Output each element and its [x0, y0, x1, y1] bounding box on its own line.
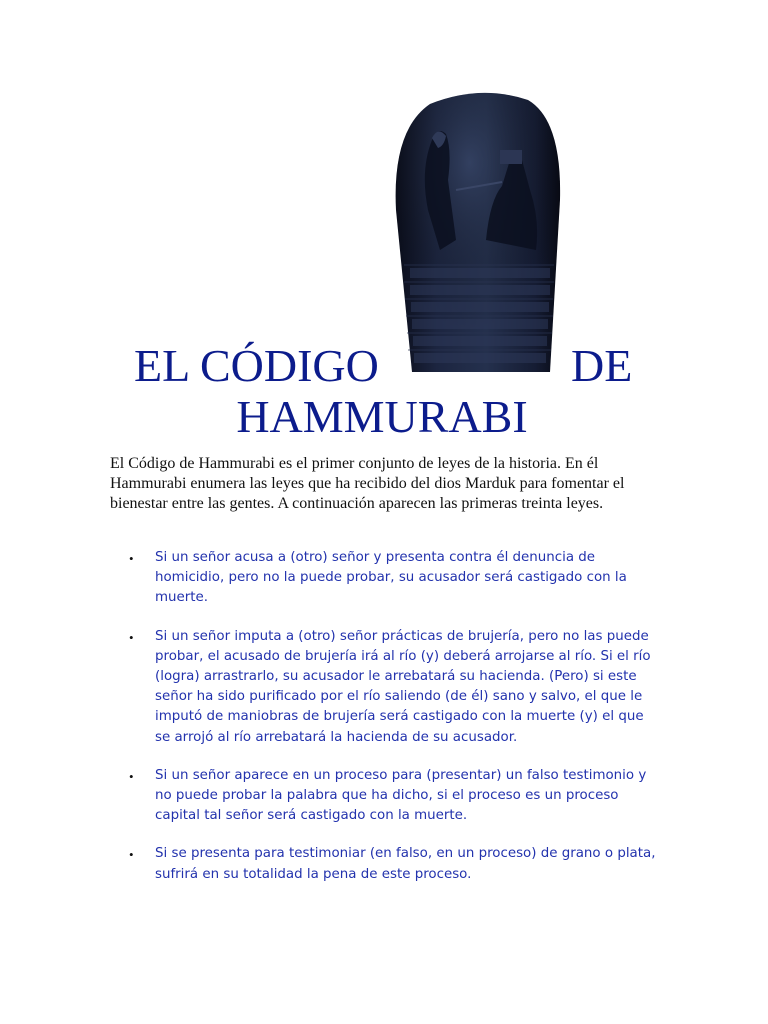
- stele-of-hammurabi-icon: [390, 90, 568, 372]
- law-text: Si un señor imputa a (otro) señor prácticas de brujería, pero no las puede probar, el acusado de brujería irá al río (y) deberá arrojarse al río. Si el río (logra) arrastrarlo, su acusador le arrebatará su hacienda. (Pero) si este señor ha sido purificado por el río saliendo (de él) sano y salvo, el que le imputó de maniobras de brujería será castigado con la muerte (y) el que se arrojó al río arrebatará la hacienda de su acusador.: [155, 628, 651, 745]
- page-title-line-2: [0, 387, 768, 447]
- title-word-de: DE: [571, 340, 633, 391]
- list-item: [0, 548, 663, 609]
- title-word-hammurabi: HAMMURABI: [236, 391, 528, 442]
- laws-list: [0, 548, 768, 903]
- law-text: Si un señor acusa a (otro) señor y presenta contra él denuncia de homicidio, pero no la puede probar, su acusador será castigado con la muerte.: [155, 550, 627, 606]
- bullet-icon: •: [129, 551, 134, 566]
- list-item: [0, 627, 663, 748]
- law-text: Si se presenta para testimoniar (en falso, en un proceso) de grano o plata, sufrirá en su totalidad la pena de este proceso.: [155, 846, 656, 882]
- bullet-icon: •: [129, 847, 134, 863]
- title-word-el-codigo: EL CÓDIGO: [134, 340, 379, 391]
- bullet-icon: •: [129, 768, 134, 784]
- intro-paragraph: El Código de Hammurabi es el primer conjunto de leyes de la historia. En él Hammurabi enumera las leyes que ha recibido del dios Marduk para fomentar el bienestar entre las gentes. A continuación aparecen las primeras treinta leyes.: [110, 455, 625, 512]
- list-item: [0, 766, 663, 827]
- bullet-icon: •: [129, 629, 134, 645]
- list-item: [0, 844, 663, 884]
- law-text: Si un señor aparece en un proceso para (presentar) un falso testimonio y no puede probar la palabra que ha dicho, si el proceso es un proceso capital tal señor será castigado con la muerte.: [155, 767, 647, 824]
